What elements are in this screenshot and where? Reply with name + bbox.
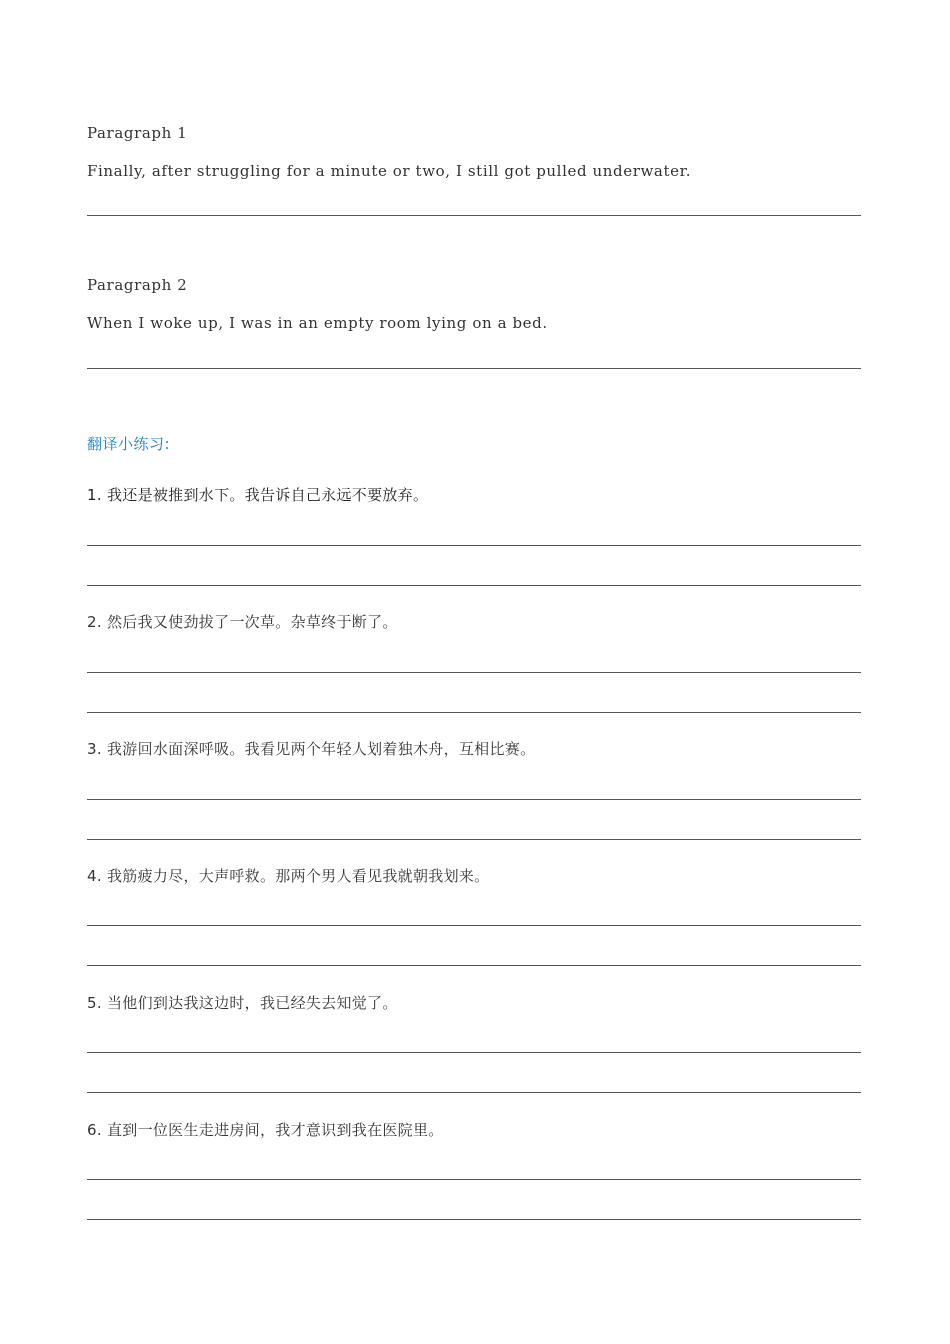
paragraph-1-sentence: Finally, after struggling for a minute or two, I still got pulled underwater. bbox=[87, 162, 692, 180]
answer-line bbox=[87, 1092, 861, 1093]
answer-line bbox=[87, 925, 861, 926]
translation-item-6: 6. 直到一位医生走进房间，我才意识到我在医院里。 bbox=[87, 1121, 444, 1139]
answer-line bbox=[87, 368, 861, 369]
answer-line bbox=[87, 1219, 861, 1220]
answer-line bbox=[87, 839, 861, 840]
answer-line bbox=[87, 799, 861, 800]
translation-item-3: 3. 我游回水面深呼吸。我看见两个年轻人划着独木舟，互相比赛。 bbox=[87, 740, 536, 758]
answer-line bbox=[87, 965, 861, 966]
answer-line bbox=[87, 712, 861, 713]
answer-line bbox=[87, 545, 861, 546]
answer-line bbox=[87, 585, 861, 586]
answer-line bbox=[87, 672, 861, 673]
paragraph-2-sentence: When I woke up, I was in an empty room lying on a bed. bbox=[87, 314, 548, 332]
paragraph-2-label: Paragraph 2 bbox=[87, 276, 188, 294]
translation-item-4: 4. 我筋疲力尽，大声呼救。那两个男人看见我就朝我划来。 bbox=[87, 867, 490, 885]
paragraph-1-label: Paragraph 1 bbox=[87, 124, 188, 142]
translation-item-5: 5. 当他们到达我这边时，我已经失去知觉了。 bbox=[87, 994, 398, 1012]
answer-line bbox=[87, 1052, 861, 1053]
translation-item-1: 1. 我还是被推到水下。我告诉自己永远不要放弃。 bbox=[87, 486, 429, 504]
answer-line bbox=[87, 1179, 861, 1180]
worksheet-page bbox=[87, 0, 861, 1344]
translation-item-2: 2. 然后我又使劲拔了一次草。杂草终于断了。 bbox=[87, 613, 398, 631]
answer-line bbox=[87, 215, 861, 216]
translation-heading: 翻译小练习: bbox=[87, 435, 171, 453]
